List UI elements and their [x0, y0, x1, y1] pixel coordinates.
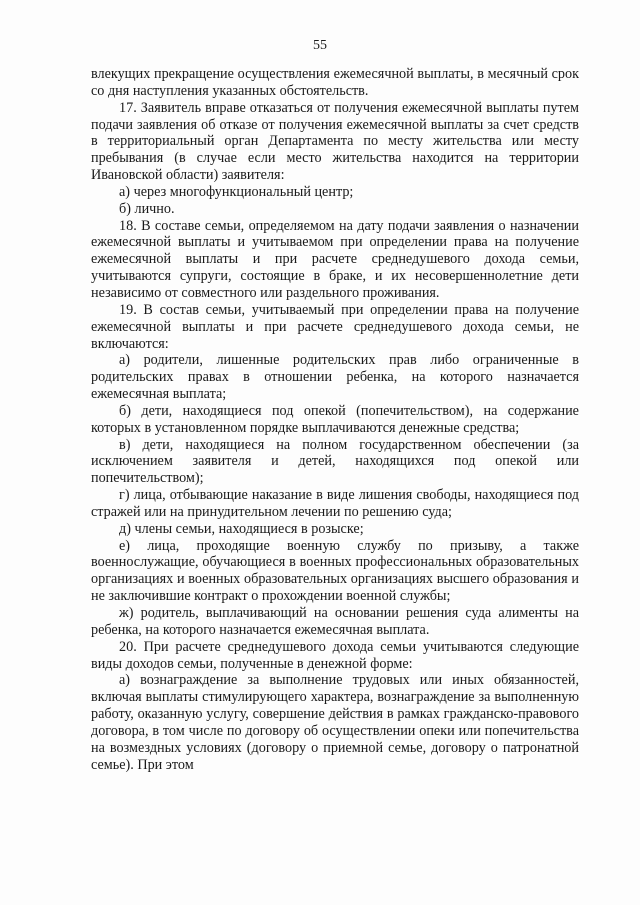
paragraph-19: 19. В состав семьи, учитываемый при определении права на получение ежемесячной выплаты и при расчете среднедушевого дохода семьи, не включаются: [91, 301, 579, 352]
paragraph-20-a: а) вознаграждение за выполнение трудовых или иных обязанностей, включая выплаты стимулирующего характера, вознаграждение за выполненную работу, оказанную услугу, совершение действия в рамках гражданско-правового договора, в том числе по договору об осуществлении опеки или попечительства на возмездных условиях (договору о приемной семье, договору о патронатной семье). При этом [91, 672, 579, 773]
paragraph-19-v: в) дети, находящиеся на полном государственном обеспечении (за исключением заявителя и детей, находящихся под опекой или попечительством); [91, 436, 579, 487]
paragraph-19-a: а) родители, лишенные родительских прав либо ограниченные в родительских правах в отношении ребенка, на которого назначается ежемесячная выплата; [91, 352, 579, 403]
page-number: 55 [313, 38, 327, 53]
paragraph-19-d: д) члены семьи, находящиеся в розыске; [119, 520, 364, 537]
paragraph-17: 17. Заявитель вправе отказаться от получения ежемесячной выплаты путем подачи заявления об отказе от получения ежемесячной выплаты за счет средств в территориальный орган Департамента по месту жительства или месту пребывания (в случае если место жительства находится на территории Ивановской области) заявителя: [91, 99, 579, 184]
paragraph-19-g: г) лица, отбывающие наказание в виде лишения свободы, находящиеся под стражей или на принудительном лечении по решению суда; [91, 487, 579, 520]
paragraph-17-b: б) лично. [119, 200, 175, 217]
paragraph-19-e: е) лица, проходящие военную службу по призыву, а также военнослужащие, обучающиеся в военных профессиональных образовательных организациях и военных образовательных организациях высшего образования и не заключившие контракт о прохождении военной службы; [91, 537, 579, 605]
paragraph-18: 18. В составе семьи, определяемом на дату подачи заявления о назначении ежемесячной выплаты и учитываемом при определении права на получение ежемесячной выплаты и при расчете среднедушевого дохода семьи, учитываются супруги, состоящие в браке, и их несовершеннолетние дети независимо от совместного или раздельного проживания. [91, 217, 579, 301]
document-body [91, 66, 579, 773]
paragraph-19-b: б) дети, находящиеся под опекой (попечительством), на содержание которых в установленном порядке выплачиваются денежные средства; [91, 402, 579, 436]
paragraph-20: 20. При расчете среднедушевого дохода семьи учитываются следующие виды доходов семьи, полученные в денежной форме: [91, 638, 579, 672]
paragraph-19-zh: ж) родитель, выплачивающий на основании решения суда алименты на ребенка, на которого назначается ежемесячная выплата. [91, 605, 579, 638]
paragraph-continuation: влекущих прекращение осуществления ежемесячной выплаты, в месячный срок со дня наступления указанных обстоятельств. [91, 66, 579, 99]
paragraph-17-a: а) через многофункциональный центр; [119, 183, 354, 200]
